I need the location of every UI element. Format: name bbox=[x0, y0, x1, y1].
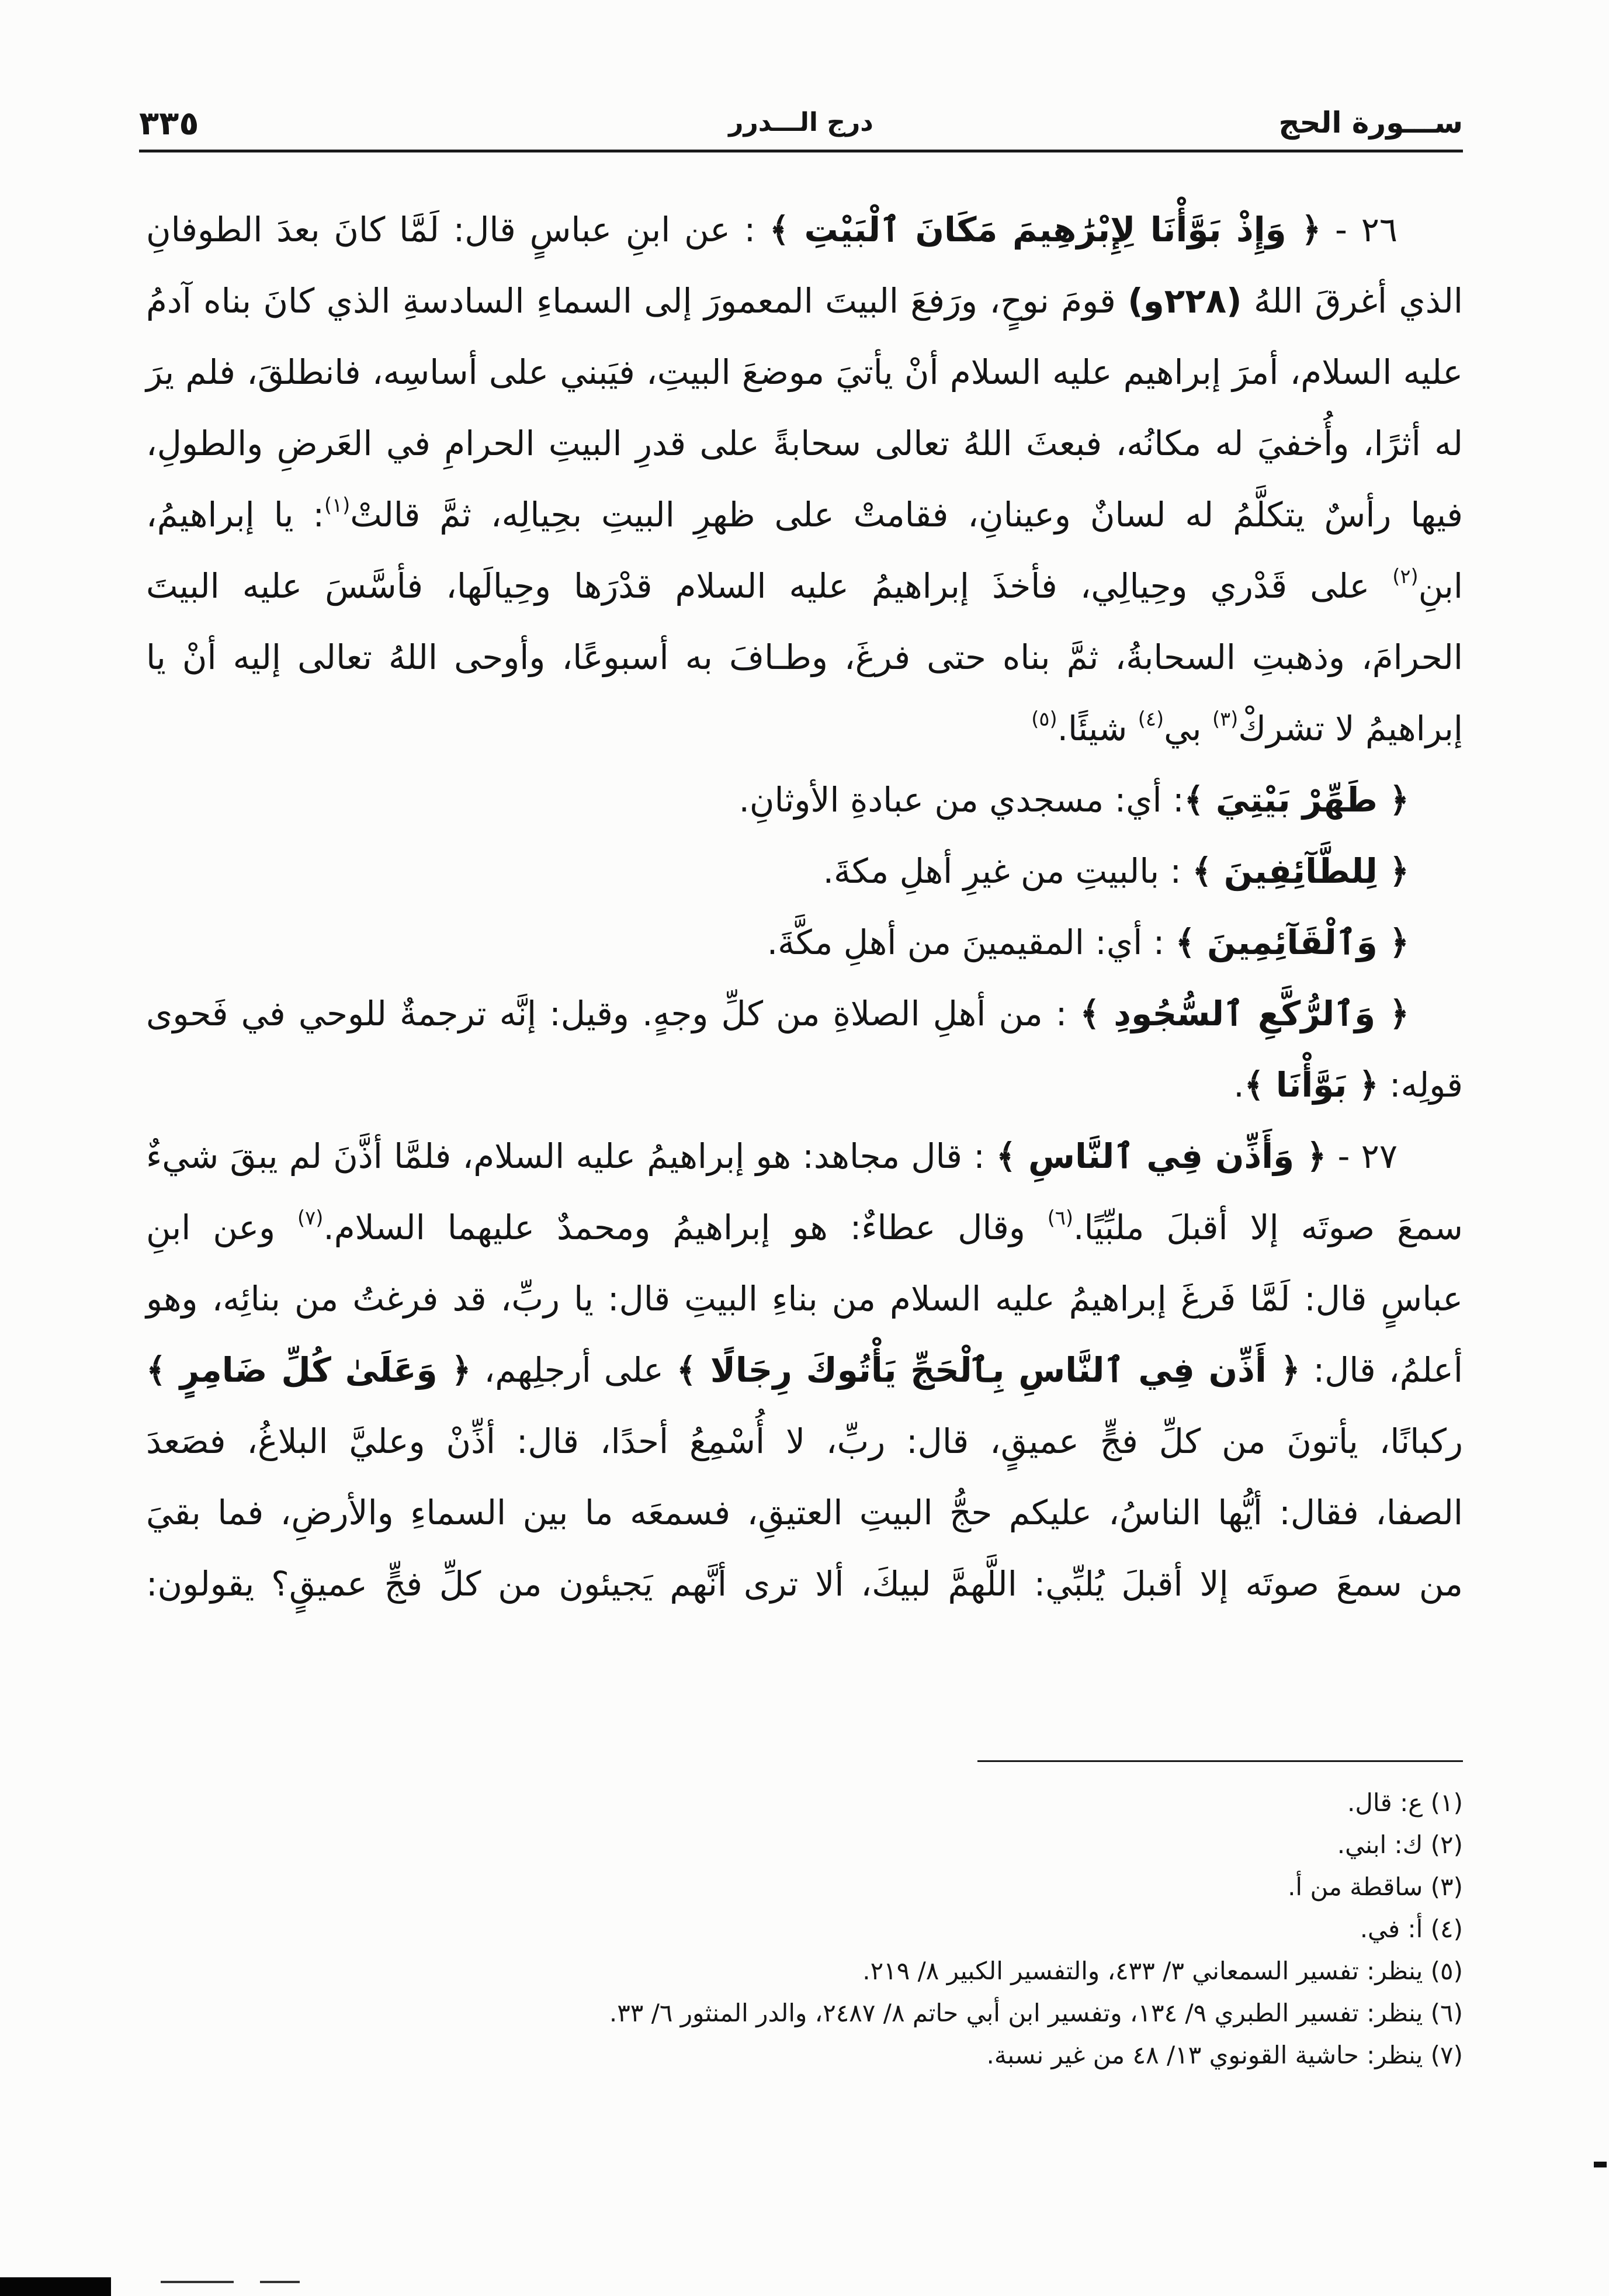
line-text: : عن ابنِ عباسٍ قال: لَمَّا كانَ بعدَ الطوفانِ bbox=[146, 210, 769, 249]
header-rule bbox=[139, 150, 1463, 152]
text-line bbox=[146, 1548, 1463, 1619]
verse-quote: ﴿ وَأَذِّن فِي ٱلنَّاسِ ﴾ bbox=[996, 1136, 1327, 1176]
text-line bbox=[146, 1121, 1463, 1192]
line-text: على قَدْري وحِيالِي، فأخذَ إبراهيمُ عليه السلام قدْرَها وحِيالَها، فأسَّسَ عليه البيتَ bbox=[146, 566, 1393, 606]
line-text: الذي أغرقَ اللهُ bbox=[1242, 281, 1463, 321]
footnote-ref: (١) bbox=[324, 493, 351, 516]
line-text: سمعَ صوتَه إلا أقبلَ ملبِّيًا. bbox=[1073, 1208, 1463, 1247]
line-text: الحرامَ، وذهبتِ السحابةُ، ثمَّ بناه حتى فرغَ، وطـافَ به أسبوعًا، وأوحى اللهُ تعالى إليه أنْ يا bbox=[146, 637, 1463, 677]
running-header bbox=[139, 98, 1463, 147]
footnote: (١) ع: قال. bbox=[1347, 1788, 1463, 1817]
verse-quote: ﴿ وَٱلْقَآئِمِينَ ﴾ bbox=[1175, 922, 1409, 962]
footnote-ref: (٤) bbox=[1138, 707, 1164, 730]
scan-edge-line bbox=[161, 2281, 234, 2283]
line-text: : من أهلِ الصلاةِ من كلِّ وجهٍ. وقيل: إنَّه ترجمةٌ للوحي في فَحوى bbox=[146, 994, 1080, 1033]
line-text: : بالبيتِ من غيرِ أهلِ مكةَ. bbox=[823, 851, 1192, 891]
text-line bbox=[146, 265, 1463, 337]
line-text: ابنِ bbox=[1418, 566, 1463, 606]
scan-edge-mark bbox=[1594, 2162, 1607, 2167]
line-text: : يا إبراهيمُ، bbox=[146, 495, 324, 535]
line-text: ٢٦ - bbox=[1321, 210, 1398, 249]
line-text: إبراهيمُ لا تشركْ bbox=[1238, 709, 1463, 748]
text-line bbox=[146, 337, 1463, 408]
scan-edge-line bbox=[260, 2281, 300, 2283]
footnote: (٢) ك: ابني. bbox=[1337, 1830, 1463, 1859]
line-text: : أي: المقيمينَ من أهلِ مكَّةَ. bbox=[767, 922, 1175, 962]
book-title: درج الـــدرر bbox=[729, 107, 873, 137]
line-text: شيئًا. bbox=[1057, 709, 1138, 748]
line-text: عباسٍ قال: لَمَّا فَرغَ إبراهيمُ عليه السلام من بناءِ البيتِ قال: يا ربِّ، قد فرغتُ من بنائِه، وهو bbox=[146, 1279, 1463, 1319]
text-line bbox=[146, 1406, 1463, 1477]
text-line bbox=[146, 1477, 1463, 1548]
text-line bbox=[146, 550, 1463, 622]
text-line bbox=[146, 1192, 1463, 1263]
verse-quote: ﴿ وَإِذْ بَوَّأْنَا لِإِبْرَٰهِيمَ مَكَانَ ٱلْبَيْتِ ﴾ bbox=[769, 210, 1322, 249]
line-text: الصفا، فقال: أيُّها الناسُ، عليكم حجُّ البيتِ العتيقِ، فسمعَه ما بين السماءِ والأرضِ، فما بقيَ bbox=[146, 1493, 1463, 1532]
line-text: عليه السلام، أمرَ إبراهيم عليه السلام أنْ يأتيَ موضعَ البيتِ، فيَبني على أساسِه، فانطلقَ، فلم يرَ bbox=[146, 352, 1463, 392]
line-text: وقال عطاءٌ: هو إبراهيمُ ومحمدٌ عليهما السلام. bbox=[323, 1208, 1048, 1247]
text-line bbox=[146, 978, 1463, 1049]
text-line bbox=[146, 1334, 1463, 1406]
footnote-rule bbox=[977, 1760, 1463, 1762]
line-text: ركبانًا، يأتونَ من كلِّ فجٍّ عميقٍ، قال: ربِّ، لا أُسْمِعُ أحدًا، قال: أذِّنْ وعليَّ البلاغُ، فصَعدَ bbox=[146, 1421, 1463, 1461]
footnote: (٥) ينظر: تفسير السمعاني ٣/ ٤٣٣، والتفسير الكبير ٨/ ٢١٩. bbox=[862, 1957, 1463, 1985]
footnote-ref: (٧) bbox=[297, 1206, 324, 1229]
line-text: له أثرًا، وأُخفيَ له مكانُه، فبعثَ اللهُ تعالى سحابةً على قدرِ البيتِ الحرامِ في العَرضِ والطولِ، bbox=[146, 424, 1463, 463]
line-text: وعن ابنِ bbox=[146, 1208, 297, 1247]
main-text bbox=[146, 194, 1463, 1619]
folio-marker: (٢٢٨و) bbox=[1128, 281, 1242, 321]
text-line bbox=[146, 764, 1463, 835]
text-line bbox=[146, 1263, 1463, 1334]
verse-quote: ﴿ لِلطَّآئِفِينَ ﴾ bbox=[1192, 851, 1409, 891]
footnote: (٦) ينظر: تفسير الطبري ٩/ ١٣٤، وتفسير ابن أبي حاتم ٨/ ٢٤٨٧، والدر المنثور ٦/ ٣٣. bbox=[609, 1999, 1463, 2027]
line-text: : أي: مسجدي من عبادةِ الأوثانِ. bbox=[738, 780, 1184, 820]
text-line bbox=[146, 622, 1463, 693]
text-line bbox=[146, 408, 1463, 479]
footnote-ref: (٦) bbox=[1047, 1206, 1074, 1229]
text-line bbox=[146, 194, 1463, 265]
text-line bbox=[146, 693, 1463, 764]
line-text: قومَ نوحٍ، ورَفعَ البيتَ المعمورَ إلى السماءِ السادسةِ الذي كانَ بناه آدمُ bbox=[146, 281, 1128, 321]
verse-quote: ﴿ طَهِّرْ بَيْتِيَ ﴾ bbox=[1184, 780, 1409, 820]
verse-quote: ﴿ بَوَّأْنَا ﴾ bbox=[1244, 1065, 1379, 1105]
line-text: بي bbox=[1164, 709, 1212, 748]
text-line bbox=[146, 1049, 1463, 1121]
verse-quote: ﴿ وَٱلرُّكَّعِ ٱلسُّجُودِ ﴾ bbox=[1080, 994, 1409, 1033]
text-line bbox=[146, 907, 1463, 978]
footnote: (٤) أ: في. bbox=[1360, 1915, 1463, 1943]
line-text: قولِه: bbox=[1378, 1065, 1463, 1105]
footnote-ref: (٣) bbox=[1212, 707, 1239, 730]
line-text: أعلمُ، قال: bbox=[1300, 1350, 1463, 1390]
text-line bbox=[146, 835, 1463, 907]
line-text: فيها رأسٌ يتكلَّمُ له لسانٌ وعينانِ، فقامتْ على ظهرِ البيتِ بحِيالِه، ثمَّ قالتْ bbox=[350, 495, 1463, 535]
line-text: . bbox=[1233, 1065, 1244, 1105]
surah-title: ســـورة الحج bbox=[1278, 106, 1463, 140]
text-line bbox=[146, 479, 1463, 550]
verse-quote: ﴿ وَعَلَىٰ كُلِّ ضَامِرٍ ﴾ bbox=[146, 1350, 471, 1390]
scan-edge-bar bbox=[0, 2277, 111, 2296]
footnote: (٣) ساقطة من أ. bbox=[1288, 1872, 1463, 1901]
verse-quote: ﴿ أَذِّن فِي ٱلنَّاسِ بِٱلْحَجِّ يَأْتُوكَ رِجَالًا ﴾ bbox=[676, 1350, 1301, 1390]
line-text: على أرجلِهم، bbox=[471, 1350, 677, 1390]
footnote-ref: (٥) bbox=[1031, 707, 1057, 730]
line-text: من سمعَ صوتَه إلا أقبلَ يُلبِّي: اللَّهمَّ لبيكَ، ألا ترى أنَّهم يَجيئون من كلِّ فجٍّ عميقٍ؟ يقولون: bbox=[146, 1564, 1463, 1604]
footnotes bbox=[146, 1782, 1463, 2076]
footnote: (٧) ينظر: حاشية القونوي ١٣/ ٤٨ من غير نسبة. bbox=[986, 2041, 1463, 2069]
page-number: ٣٣٥ bbox=[139, 105, 199, 143]
line-text: ٢٧ - bbox=[1326, 1136, 1398, 1176]
line-text: : قال مجاهد: هو إبراهيمُ عليه السلام، فلمَّا أذَّنَ لم يبقَ شيءٌ bbox=[146, 1136, 997, 1176]
footnote-ref: (٢) bbox=[1392, 564, 1419, 588]
